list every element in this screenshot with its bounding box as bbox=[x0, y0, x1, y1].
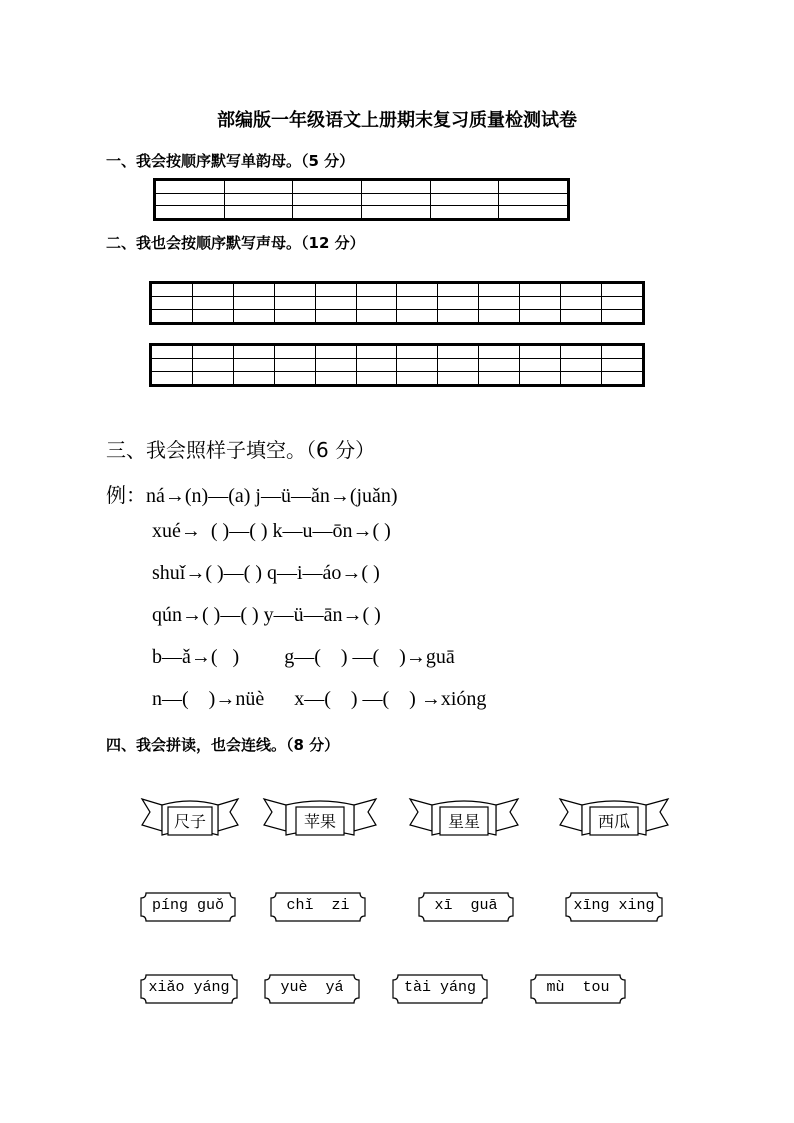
consonant-writing-grid-2 bbox=[151, 345, 643, 385]
pinyin-card bbox=[270, 892, 366, 922]
banner-label: 苹果 bbox=[303, 812, 336, 831]
vowel-writing-grid bbox=[155, 180, 568, 219]
pinyin-text: xiǎo yáng bbox=[148, 979, 230, 996]
section-4-heading: 四、我会拼读，也会连线。（8 分） bbox=[106, 736, 340, 754]
pinyin-text: tài yáng bbox=[403, 979, 476, 996]
banner-label: 星星 bbox=[447, 812, 480, 831]
exercise-line-2: shuǐ→( )—( ) q—i—áo→( ) bbox=[152, 562, 380, 584]
pinyin-text: chǐ zi bbox=[286, 897, 350, 914]
exercise-line-3: qún→( )—( ) y—ü—ān→( ) bbox=[152, 604, 381, 626]
banner-label: 西瓜 bbox=[597, 812, 630, 831]
exercise-line-1: xué→ ( )—( ) k—u—ōn→( ) bbox=[152, 520, 391, 542]
example-line: 例：ná→(n)—(a) j—ü—ǎn→(juǎn) bbox=[106, 485, 398, 507]
section-1-heading: 一、我会按顺序默写单韵母。（5 分） bbox=[106, 152, 355, 170]
exercise-line-5: n—( )→nüè x—( ) —( ) →xióng bbox=[152, 688, 487, 710]
banner-word-2 bbox=[262, 795, 378, 847]
pinyin-text: mù tou bbox=[546, 979, 610, 996]
exercise-line-4: b—ǎ→( ) g—( ) —( )→guā bbox=[152, 646, 455, 668]
page-title: 部编版一年级语文上册期末复习质量检测试卷 bbox=[217, 110, 577, 131]
pinyin-text: píng guǒ bbox=[151, 897, 224, 914]
pinyin-card bbox=[565, 892, 663, 922]
consonant-writing-grid-1 bbox=[151, 283, 643, 323]
pinyin-text: xī guā bbox=[434, 897, 498, 914]
banner-word-4 bbox=[558, 795, 670, 847]
banner-word-1 bbox=[140, 795, 240, 847]
pinyin-card bbox=[264, 974, 360, 1004]
banner-word-3 bbox=[408, 795, 520, 847]
section-2-heading: 二、我也会按顺序默写声母。（12 分） bbox=[106, 234, 365, 252]
pinyin-text: xīng xing bbox=[573, 897, 655, 914]
pinyin-card bbox=[530, 974, 626, 1004]
pinyin-card bbox=[418, 892, 514, 922]
pinyin-text: yuè yá bbox=[280, 979, 344, 996]
pinyin-card bbox=[392, 974, 488, 1004]
section-3-heading: 三、我会照样子填空。（6 分） bbox=[106, 438, 376, 462]
pinyin-card bbox=[140, 974, 238, 1004]
pinyin-card bbox=[140, 892, 236, 922]
banner-label: 尺子 bbox=[173, 812, 206, 831]
